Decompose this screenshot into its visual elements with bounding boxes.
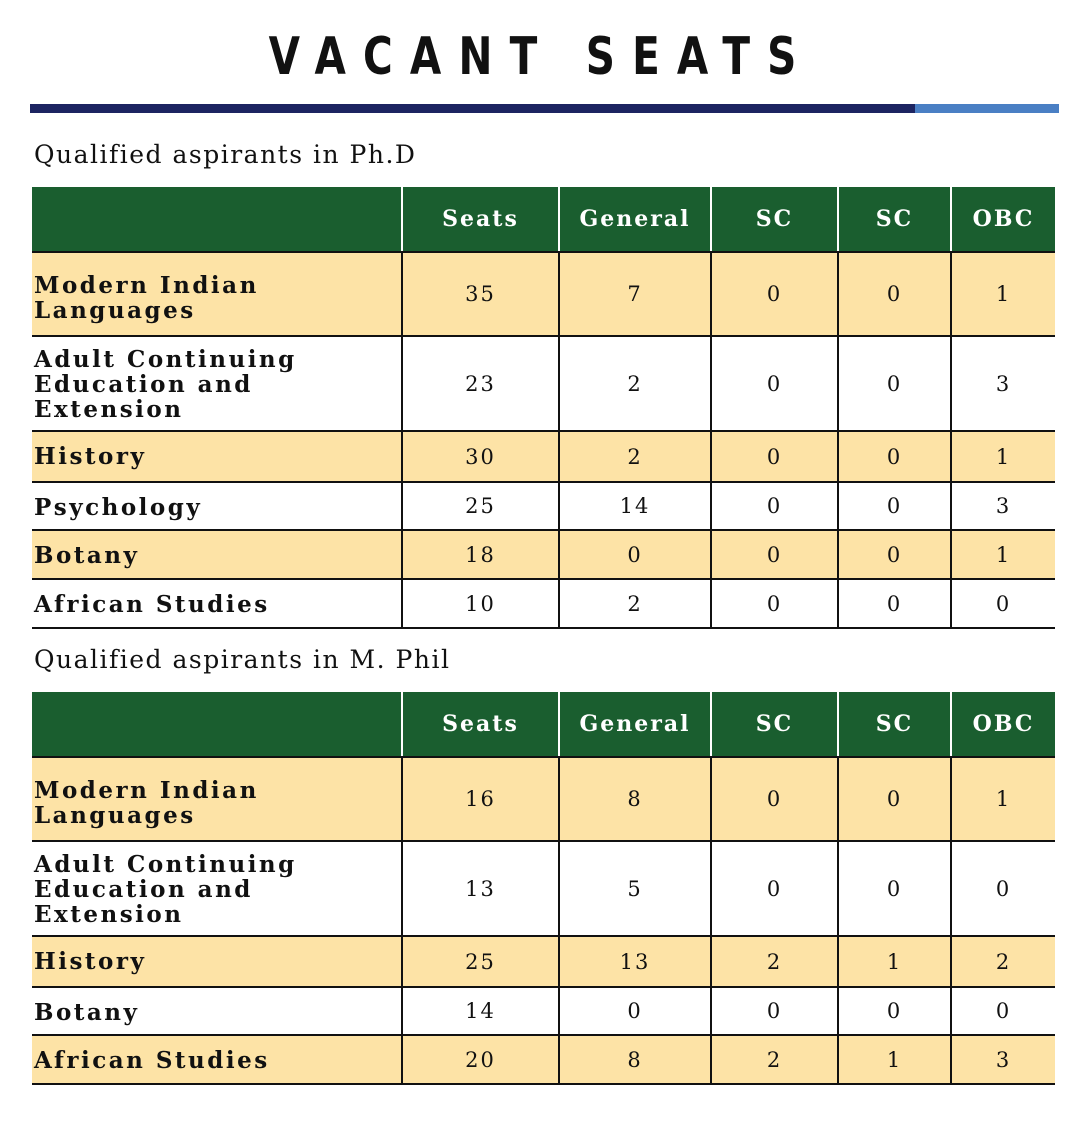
phd-section-title: Qualified aspirants in Ph.D <box>34 140 417 169</box>
table-row <box>32 252 1055 336</box>
row-name: Adult Continuing Education and Extension <box>32 841 402 936</box>
phd-table <box>32 187 1055 629</box>
cell-obc: 1 <box>951 757 1055 841</box>
cell-seats: 30 <box>402 431 559 482</box>
row-name: History <box>32 936 402 987</box>
cell-obc: 0 <box>951 841 1055 936</box>
mphil-header-general: General <box>559 692 711 757</box>
cell-sc-2: 0 <box>838 336 951 431</box>
mphil-header-row <box>32 692 1055 757</box>
cell-seats: 10 <box>402 579 559 628</box>
cell-seats: 25 <box>402 936 559 987</box>
phd-header-name <box>32 187 402 252</box>
cell-sc-2: 0 <box>838 757 951 841</box>
cell-general: 2 <box>559 579 711 628</box>
cell-sc-2: 0 <box>838 579 951 628</box>
table-row <box>32 936 1055 987</box>
cell-seats: 23 <box>402 336 559 431</box>
title-rule-light <box>915 104 1059 113</box>
table-row <box>32 431 1055 482</box>
cell-obc: 3 <box>951 1035 1055 1084</box>
cell-sc-2: 0 <box>838 431 951 482</box>
row-name: African Studies <box>32 579 402 628</box>
cell-general: 2 <box>559 336 711 431</box>
cell-sc: 0 <box>711 579 838 628</box>
cell-obc: 1 <box>951 530 1055 579</box>
row-name: Modern Indian Languages <box>32 757 402 841</box>
cell-sc: 0 <box>711 431 838 482</box>
cell-sc: 0 <box>711 757 838 841</box>
cell-sc-2: 1 <box>838 1035 951 1084</box>
cell-general: 7 <box>559 252 711 336</box>
cell-obc: 2 <box>951 936 1055 987</box>
table-row <box>32 757 1055 841</box>
cell-sc: 0 <box>711 530 838 579</box>
cell-sc: 0 <box>711 336 838 431</box>
table-row <box>32 482 1055 530</box>
mphil-header-name <box>32 692 402 757</box>
cell-seats: 13 <box>402 841 559 936</box>
phd-header-sc: SC <box>711 187 838 252</box>
cell-sc: 0 <box>711 841 838 936</box>
table-row <box>32 336 1055 431</box>
cell-general: 8 <box>559 1035 711 1084</box>
cell-obc: 0 <box>951 579 1055 628</box>
cell-sc-2: 0 <box>838 482 951 530</box>
mphil-header-seats: Seats <box>402 692 559 757</box>
cell-sc-2: 0 <box>838 987 951 1035</box>
cell-sc: 2 <box>711 1035 838 1084</box>
cell-obc: 0 <box>951 987 1055 1035</box>
phd-header-general: General <box>559 187 711 252</box>
row-name: African Studies <box>32 1035 402 1084</box>
mphil-header-sc: SC <box>711 692 838 757</box>
phd-header-sc-2: SC <box>838 187 951 252</box>
cell-general: 0 <box>559 530 711 579</box>
row-name: Psychology <box>32 482 402 530</box>
cell-seats: 18 <box>402 530 559 579</box>
cell-general: 0 <box>559 987 711 1035</box>
page-title: VACANT SEATS <box>268 27 814 87</box>
cell-sc: 0 <box>711 482 838 530</box>
row-name: History <box>32 431 402 482</box>
cell-seats: 25 <box>402 482 559 530</box>
table-row <box>32 1035 1055 1084</box>
cell-sc: 0 <box>711 987 838 1035</box>
cell-general: 14 <box>559 482 711 530</box>
mphil-header-obc: OBC <box>951 692 1055 757</box>
cell-sc-2: 0 <box>838 530 951 579</box>
cell-general: 8 <box>559 757 711 841</box>
cell-general: 2 <box>559 431 711 482</box>
cell-general: 13 <box>559 936 711 987</box>
phd-header-seats: Seats <box>402 187 559 252</box>
mphil-table <box>32 692 1055 1085</box>
cell-sc-2: 1 <box>838 936 951 987</box>
cell-general: 5 <box>559 841 711 936</box>
row-name: Botany <box>32 987 402 1035</box>
cell-obc: 3 <box>951 482 1055 530</box>
mphil-header-sc-2: SC <box>838 692 951 757</box>
title-rule-dark <box>30 104 915 113</box>
table-row <box>32 841 1055 936</box>
cell-seats: 14 <box>402 987 559 1035</box>
cell-sc-2: 0 <box>838 252 951 336</box>
cell-seats: 35 <box>402 252 559 336</box>
cell-seats: 16 <box>402 757 559 841</box>
row-name: Botany <box>32 530 402 579</box>
table-row <box>32 579 1055 628</box>
phd-header-row <box>32 187 1055 252</box>
table-row <box>32 530 1055 579</box>
cell-obc: 1 <box>951 252 1055 336</box>
row-name: Modern Indian Languages <box>32 252 402 336</box>
row-name: Adult Continuing Education and Extension <box>32 336 402 431</box>
cell-sc: 0 <box>711 252 838 336</box>
table-row <box>32 987 1055 1035</box>
cell-obc: 3 <box>951 336 1055 431</box>
cell-seats: 20 <box>402 1035 559 1084</box>
cell-sc-2: 0 <box>838 841 951 936</box>
cell-obc: 1 <box>951 431 1055 482</box>
mphil-section-title: Qualified aspirants in M. Phil <box>34 645 451 674</box>
cell-sc: 2 <box>711 936 838 987</box>
phd-header-obc: OBC <box>951 187 1055 252</box>
